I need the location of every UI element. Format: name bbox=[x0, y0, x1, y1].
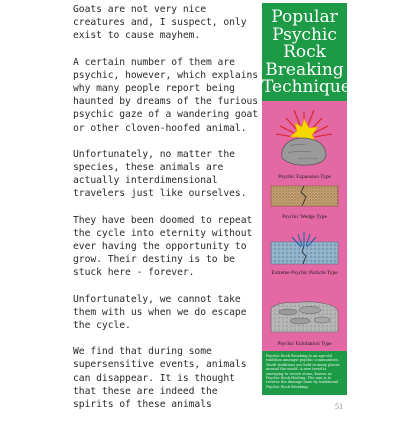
flaking-rock-icon bbox=[270, 292, 339, 334]
paragraph: Unfortunately, we cannot take them with us when we do escape the cycle. bbox=[73, 293, 247, 332]
technique-caption: Psychic Wedge Type bbox=[282, 214, 327, 220]
paragraph: Goats are not very nice creatures and, I suspect, only exist to cause mayhem. bbox=[73, 4, 247, 42]
technique-caption: Extreme Psychic Particle Type bbox=[271, 270, 338, 276]
page-number: 51 bbox=[335, 402, 343, 411]
sidebar-footnote: Psychic Rock Breaking is an age-old tradition amongst psychic communities. Youth traditions are held in many places around the world. A new trend is emerging to revere stone, known as Psychic Rock Healing. The aim is to reverse the damage done by traditional Psychic Rock Breaking. bbox=[266, 354, 340, 389]
paragraph: We find that during some supersensitive events, animals can disappear. It is thought that these are indeed the spirits of these animals bbox=[73, 346, 247, 411]
technique-caption: Psychic Expansion Type bbox=[278, 174, 331, 180]
exploding-rock-icon bbox=[268, 106, 340, 172]
paragraph: They have been doomed to repeat the cycle into eternity without ever having the opportunity to grow. Their destiny is to be stuck here - forever. bbox=[73, 214, 253, 279]
paragraph: A certain number of them are psychic, however, which explains why many people report being haunted by dreams of the furious psychic gaze of a wandering goat or other cloven-hoofed animal. bbox=[73, 56, 259, 134]
sidebar-header bbox=[262, 3, 360, 101]
sidebar-title: Popular Psychic Rock Breaking Techniques bbox=[262, 7, 360, 97]
sidebar-footnote-box bbox=[262, 351, 347, 395]
cracked-slab-icon bbox=[270, 184, 339, 208]
particle-stone-icon bbox=[270, 228, 339, 266]
sidebar-panel bbox=[262, 3, 360, 395]
technique-caption: Psychic Exfoliation Type bbox=[277, 341, 332, 347]
body-text bbox=[73, 3, 263, 424]
paragraph: Unfortunately, no matter the species, these animals are actually interdimensional travelers just like ourselves. bbox=[73, 148, 247, 200]
